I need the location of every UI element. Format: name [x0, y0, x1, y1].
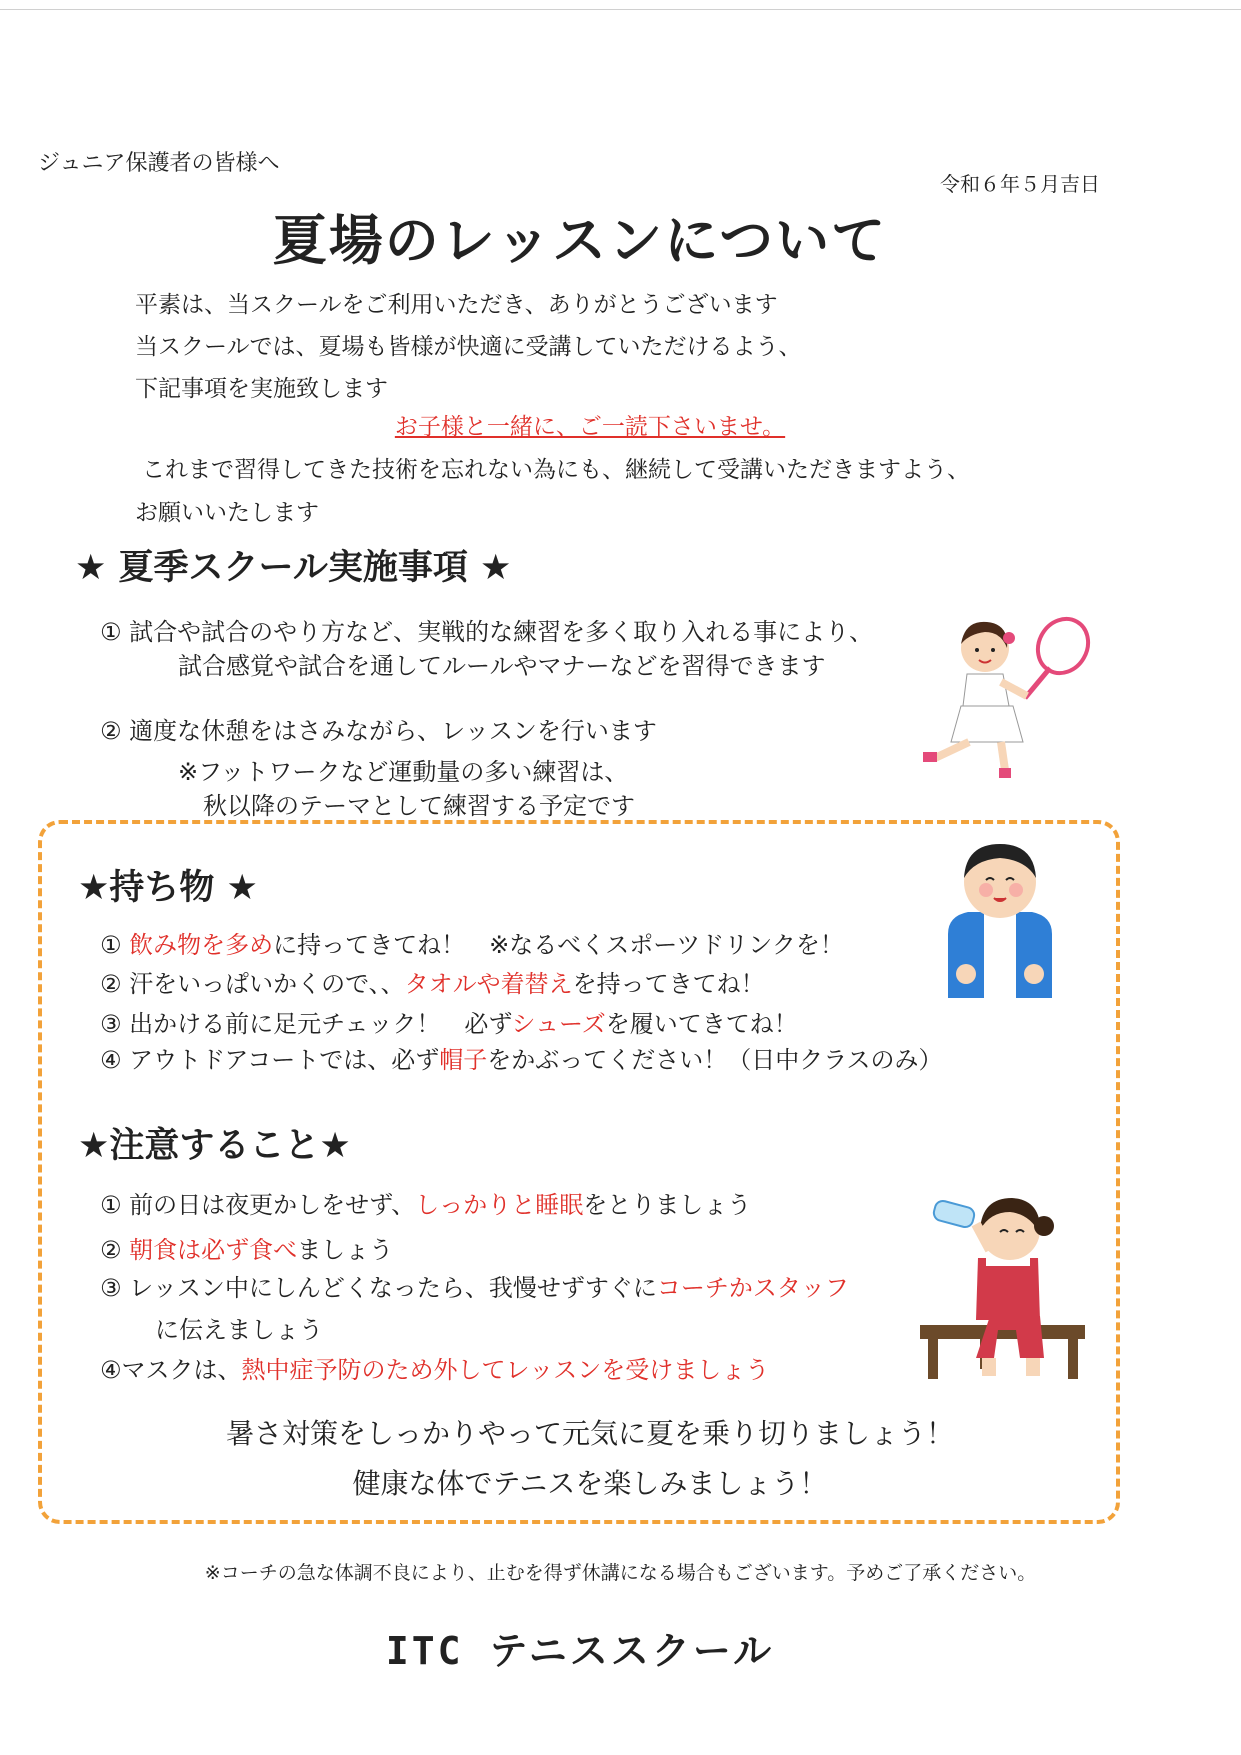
belongings-heading: ★持ち物 ★ [78, 868, 258, 908]
belongings-item-3: ③ 出かける前に足元チェック！ 必ずシューズを履いてきてね！ [100, 1010, 798, 1038]
mask-highlight: 熱中症予防のため外してレッスンを受けましょう [241, 1356, 770, 1384]
towel-highlight: タオルや着替え [404, 970, 573, 998]
tennis-girl-illustration [905, 610, 1105, 780]
page-title: 夏場のレッスンについて [272, 209, 888, 272]
caution-item-4: ④マスクは、熱中症予防のため外してレッスンを受けましょう [100, 1356, 770, 1384]
breakfast-highlight: 朝食は必ず食べ [129, 1236, 298, 1264]
sleep-highlight: しっかりと睡眠 [415, 1191, 584, 1219]
slogan-1: 暑さ対策をしっかりやって元気に夏を乗り切りましょう！ [225, 1417, 954, 1450]
top-rule [0, 9, 1241, 10]
summer-item-2b: ※フットワークなど運動量の多い練習は、 [178, 758, 629, 786]
drink-highlight: 飲み物を多め [129, 931, 274, 959]
intro-line-5: お願いいたします [135, 500, 319, 526]
caution-item-1: ① 前の日は夜更かしをせず、しっかりと睡眠をとりましょう [100, 1191, 752, 1219]
coach-highlight: コーチかスタッフ [656, 1274, 849, 1302]
intro-line-3: 下記事項を実施致します [135, 376, 388, 402]
caution-item-3-cont: に伝えましょう [155, 1316, 323, 1344]
addressee: ジュニア保護者の皆様へ [38, 151, 280, 176]
caution-item-3: ③ レッスン中にしんどくなったら、我慢せずすぐにコーチかスタッフ [100, 1274, 849, 1302]
footnote: ※コーチの急な体調不良により、止むを得ず休講になる場合もございます。予めご了承ください。 [204, 1562, 1037, 1584]
notice-line [0, 408, 1180, 441]
intro-line-4: これまで習得してきた技術を忘れない為にも、継続して受講いただきますよう、 [142, 457, 970, 483]
footer-brand: ITC テニススクール [385, 1629, 775, 1673]
shoes-highlight: シューズ [511, 1010, 606, 1038]
belongings-item-4: ④ アウトドアコートでは、必ず帽子をかぶってください！（日中クラスのみ） [100, 1046, 943, 1074]
summer-item-1a: ① 試合や試合のやり方など、実戦的な練習を多く取り入れる事により、 [100, 618, 874, 646]
belongings-item-2: ② 汗をいっぱいかくので、、タオルや着替えを持ってきてね！ [100, 970, 765, 998]
intro-line-1: 平素は、当スクールをご利用いただき、ありがとうございます [135, 292, 778, 318]
cautions-heading: ★注意すること★ [78, 1126, 351, 1166]
belongings-item-1: ① 飲み物を多めに持ってきてね！ ※なるべくスポーツドリンクを！ [100, 931, 844, 959]
date: 令和６年５月吉日 [940, 172, 1100, 196]
summer-item-1b: 試合感覚や試合を通してルールやマナーなどを習得できます [178, 652, 826, 680]
summer-item-2c: 秋以降のテーマとして練習する予定です [203, 792, 635, 820]
summer-item-2a: ② 適度な休憩をはさみながら、レッスンを行います [100, 717, 657, 745]
slogan-2: 健康な体でテニスを楽しみましょう！ [352, 1467, 828, 1500]
notice-text: お子様と一緒に、ご一読下さいませ。 [394, 414, 786, 440]
drinking-girl-illustration [920, 1190, 1090, 1390]
intro-line-2: 当スクールでは、夏場も皆様が快適に受講していただけるよう、 [135, 334, 802, 360]
summer-heading: ★ 夏季スクール実施事項 ★ [75, 548, 512, 588]
hat-highlight: 帽子 [439, 1046, 488, 1074]
boy-illustration [940, 838, 1060, 1003]
caution-item-2: ② 朝食は必ず食べましょう [100, 1236, 394, 1264]
